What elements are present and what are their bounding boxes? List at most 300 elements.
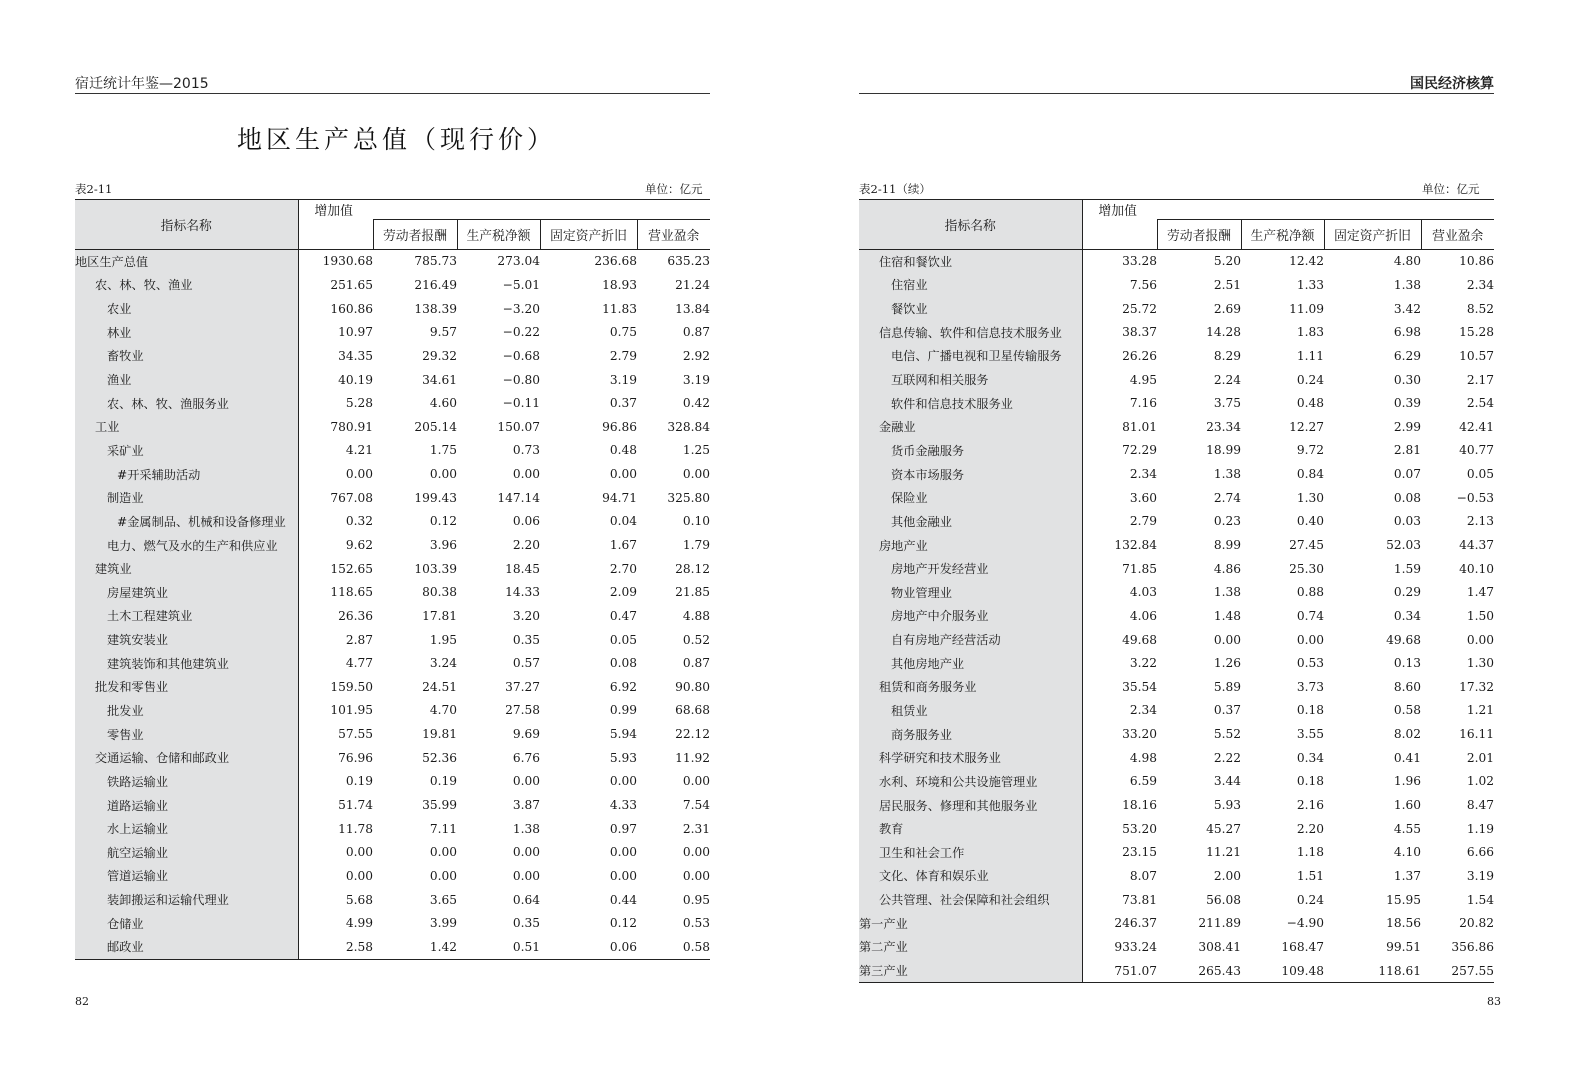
cell-net-production-tax: 9.69: [512, 727, 540, 742]
header-net-production-tax: 生产税净额: [457, 219, 540, 249]
table-row: [859, 510, 1494, 534]
cell-depreciation: 6.92: [609, 679, 637, 694]
cell-operating-surplus: 2.92: [682, 348, 710, 363]
cell-labor-compensation: 2.51: [1213, 277, 1241, 292]
cell-operating-surplus: 1.50: [1466, 608, 1494, 623]
cell-added-value: 3.22: [1129, 656, 1157, 671]
table-row: [859, 675, 1494, 699]
cell-labor-compensation: 5.93: [1213, 798, 1241, 813]
row-indicator-name: 住宿和餐饮业: [859, 249, 1082, 273]
cell-net-production-tax: 1.83: [1296, 325, 1324, 340]
cell-operating-surplus: 4.88: [682, 608, 710, 623]
table-row: [859, 273, 1494, 297]
cell-added-value: 71.85: [1122, 561, 1157, 576]
cell-added-value: 767.08: [330, 490, 373, 505]
cell-net-production-tax: 9.72: [1296, 443, 1324, 458]
cell-depreciation: 0.00: [609, 845, 637, 860]
cell-labor-compensation: 9.57: [429, 325, 457, 340]
cell-operating-surplus: 1.02: [1466, 774, 1494, 789]
cell-operating-surplus: 21.24: [675, 277, 710, 292]
cell-depreciation: 0.41: [1393, 750, 1421, 765]
cell-net-production-tax: 18.45: [505, 561, 540, 576]
cell-net-production-tax: 0.06: [512, 514, 540, 529]
cell-net-production-tax: 0.00: [512, 467, 540, 482]
cell-operating-surplus: 257.55: [1421, 959, 1494, 983]
table-row: [75, 249, 710, 273]
cell-net-production-tax: −4.90: [1286, 916, 1324, 931]
row-indicator-name: 批发和零售业: [75, 675, 298, 699]
cell-added-value: 26.26: [1122, 348, 1157, 363]
cell-depreciation: 96.86: [602, 419, 637, 434]
row-indicator-name: 工业: [75, 415, 298, 439]
cell-net-production-tax: 0.18: [1296, 703, 1324, 718]
row-indicator-name: 房地产开发经营业: [859, 557, 1082, 581]
cell-added-value: 2.87: [345, 632, 373, 647]
header-labor-compensation: 劳动者报酬: [373, 219, 457, 249]
cell-operating-surplus: 42.41: [1459, 419, 1494, 434]
cell-net-production-tax: 3.55: [1296, 727, 1324, 742]
row-indicator-name: 保险业: [859, 486, 1082, 510]
cell-depreciation: 8.60: [1393, 679, 1421, 694]
unit-label-left: 单位：亿元: [645, 182, 703, 196]
row-indicator-name: 建筑安装业: [75, 628, 298, 652]
cell-net-production-tax: 0.74: [1296, 608, 1324, 623]
cell-added-value: 33.28: [1122, 254, 1157, 269]
row-indicator-name: 餐饮业: [859, 297, 1082, 321]
table-row: [859, 439, 1494, 463]
cell-net-production-tax: 0.88: [1296, 585, 1324, 600]
table-row: [859, 297, 1494, 321]
row-indicator-name: 邮政业: [75, 935, 298, 959]
cell-labor-compensation: 0.12: [429, 514, 457, 529]
row-indicator-name: 渔业: [75, 368, 298, 392]
cell-added-value: 152.65: [330, 561, 373, 576]
table-row: [75, 344, 710, 368]
cell-added-value: 751.07: [1082, 959, 1157, 983]
cell-depreciation: 0.47: [609, 608, 637, 623]
cell-labor-compensation: 5.52: [1213, 727, 1241, 742]
cell-labor-compensation: 211.89: [1198, 916, 1241, 931]
cell-labor-compensation: 0.19: [429, 774, 457, 789]
cell-depreciation: 2.99: [1393, 419, 1421, 434]
cell-depreciation: 236.68: [594, 254, 637, 269]
cell-added-value: 35.54: [1122, 679, 1157, 694]
cell-labor-compensation: 35.99: [422, 798, 457, 813]
row-indicator-name: 软件和信息技术服务业: [859, 391, 1082, 415]
table-label-right: 表2-11（续）: [859, 182, 931, 196]
left-page: [0, 0, 793, 1077]
header-operating-surplus: 营业盈余: [637, 219, 710, 249]
row-indicator-name: 农、林、牧、渔业: [75, 273, 298, 297]
cell-labor-compensation: 1.38: [1213, 585, 1241, 600]
cell-net-production-tax: −3.20: [502, 301, 540, 316]
cell-depreciation: 0.29: [1393, 585, 1421, 600]
cell-net-production-tax: 37.27: [505, 679, 540, 694]
cell-added-value: 40.19: [338, 372, 373, 387]
row-indicator-name: 教育: [859, 817, 1082, 841]
cell-net-production-tax: 0.24: [1296, 892, 1324, 907]
cell-depreciation: 11.83: [602, 301, 637, 316]
cell-labor-compensation: 4.86: [1213, 561, 1241, 576]
table-row: [75, 297, 710, 321]
cell-depreciation: 0.75: [609, 325, 637, 340]
cell-depreciation: 0.39: [1393, 396, 1421, 411]
cell-net-production-tax: 0.64: [512, 892, 540, 907]
unit-label-right: 单位：亿元: [1422, 182, 1480, 196]
cell-depreciation: 4.55: [1393, 821, 1421, 836]
cell-added-value: 49.68: [1122, 632, 1157, 647]
cell-depreciation: 8.02: [1393, 727, 1421, 742]
table-body-right: [859, 249, 1494, 983]
cell-added-value: 4.77: [345, 656, 373, 671]
table-row: [75, 391, 710, 415]
row-indicator-name: 货币金融服务: [859, 439, 1082, 463]
cell-operating-surplus: 68.68: [675, 703, 710, 718]
cell-labor-compensation: 1.75: [429, 443, 457, 458]
cell-labor-compensation: 2.22: [1213, 750, 1241, 765]
cell-net-production-tax: 0.00: [512, 845, 540, 860]
cell-labor-compensation: 216.49: [414, 277, 457, 292]
cell-labor-compensation: 2.24: [1213, 372, 1241, 387]
table-row: [75, 486, 710, 510]
table-row: [859, 533, 1494, 557]
cell-net-production-tax: 2.20: [512, 538, 540, 552]
cell-operating-surplus: 22.12: [675, 727, 710, 742]
cell-labor-compensation: 8.29: [1213, 348, 1241, 363]
cell-net-production-tax: 2.20: [1296, 821, 1324, 836]
table-row: [859, 722, 1494, 746]
cell-operating-surplus: 0.87: [682, 325, 710, 340]
cell-labor-compensation: 0.00: [429, 845, 457, 860]
cell-depreciation: 0.48: [609, 443, 637, 458]
cell-net-production-tax: 3.20: [512, 608, 540, 623]
header-labor-compensation: 劳动者报酬: [1157, 219, 1241, 249]
table-label-left: 表2-11: [75, 182, 113, 196]
row-indicator-name: 建筑业: [75, 557, 298, 581]
cell-depreciation: 0.12: [609, 916, 637, 931]
cell-operating-surplus: 44.37: [1459, 538, 1494, 552]
cell-labor-compensation: 308.41: [1198, 939, 1241, 954]
header-indicator-name: 指标名称: [75, 200, 298, 250]
table-row: [75, 770, 710, 794]
cell-net-production-tax: 150.07: [497, 419, 540, 434]
cell-net-production-tax: 11.09: [1289, 301, 1324, 316]
cell-net-production-tax: 6.76: [512, 750, 540, 765]
cell-labor-compensation: 103.39: [414, 561, 457, 576]
cell-added-value: 2.79: [1129, 514, 1157, 529]
cell-operating-surplus: 328.84: [667, 419, 710, 434]
table-row: [75, 699, 710, 723]
cell-operating-surplus: 0.42: [682, 396, 710, 411]
table-row: [859, 486, 1494, 510]
table-row: [75, 793, 710, 817]
cell-added-value: 4.99: [345, 916, 373, 931]
cell-operating-surplus: 3.19: [682, 372, 710, 387]
cell-depreciation: 118.61: [1324, 959, 1421, 983]
cell-depreciation: 4.10: [1393, 845, 1421, 860]
cell-labor-compensation: 3.44: [1213, 774, 1241, 789]
cell-operating-surplus: 0.58: [637, 935, 710, 959]
cell-operating-surplus: 1.79: [682, 538, 710, 552]
cell-labor-compensation: 138.39: [414, 301, 457, 316]
cell-labor-compensation: 0.00: [429, 467, 457, 482]
cell-added-value: 7.56: [1129, 277, 1157, 292]
cell-operating-surplus: 17.32: [1459, 679, 1494, 694]
cell-depreciation: 0.00: [609, 774, 637, 789]
cell-labor-compensation: 1.38: [1213, 467, 1241, 482]
cell-labor-compensation: 4.60: [429, 396, 457, 411]
cell-operating-surplus: 11.92: [675, 750, 710, 765]
header-net-production-tax: 生产税净额: [1241, 219, 1324, 249]
cell-net-production-tax: 27.45: [1289, 538, 1324, 552]
row-indicator-name: 土木工程建筑业: [75, 604, 298, 628]
table-row: [859, 391, 1494, 415]
cell-net-production-tax: 25.30: [1289, 561, 1324, 576]
cell-operating-surplus: 0.53: [682, 916, 710, 931]
cell-depreciation: 52.03: [1386, 538, 1421, 552]
cell-labor-compensation: 205.14: [414, 419, 457, 434]
table-row: [75, 935, 710, 959]
table-row: [859, 344, 1494, 368]
cell-net-production-tax: 3.73: [1296, 679, 1324, 694]
cell-operating-surplus: 21.85: [675, 585, 710, 600]
row-indicator-name: 第一产业: [859, 911, 1082, 935]
cell-operating-surplus: 0.87: [682, 656, 710, 671]
cell-depreciation: 0.37: [609, 396, 637, 411]
cell-added-value: 10.97: [338, 325, 373, 340]
table-row: [859, 817, 1494, 841]
cell-depreciation: 6.29: [1393, 348, 1421, 363]
cell-added-value: 0.19: [345, 774, 373, 789]
cell-labor-compensation: 1.42: [373, 935, 457, 959]
table-row: [75, 415, 710, 439]
row-indicator-name: #开采辅助活动: [75, 462, 298, 486]
cell-operating-surplus: 1.47: [1466, 585, 1494, 600]
row-indicator-name: 农、林、牧、渔服务业: [75, 391, 298, 415]
cell-net-production-tax: 1.30: [1296, 490, 1324, 505]
cell-operating-surplus: 1.30: [1466, 656, 1494, 671]
cell-labor-compensation: 0.00: [1213, 632, 1241, 647]
row-indicator-name: 卫生和社会工作: [859, 841, 1082, 865]
cell-operating-surplus: 0.05: [1466, 467, 1494, 482]
page-title: 地区生产总值（现行价）: [237, 125, 557, 154]
cell-depreciation: 18.56: [1386, 916, 1421, 931]
cell-net-production-tax: −0.11: [502, 396, 540, 411]
cell-added-value: 159.50: [330, 679, 373, 694]
cell-net-production-tax: 0.00: [512, 774, 540, 789]
cell-operating-surplus: 2.34: [1466, 277, 1494, 292]
table-row: [75, 722, 710, 746]
header-rule-right: [859, 93, 1494, 94]
table-row: [859, 841, 1494, 865]
cell-operating-surplus: 10.86: [1459, 254, 1494, 269]
cell-operating-surplus: 1.54: [1466, 892, 1494, 907]
table-row: [859, 793, 1494, 817]
row-indicator-name: 资本市场服务: [859, 462, 1082, 486]
cell-depreciation: 0.44: [609, 892, 637, 907]
table-row: [75, 888, 710, 912]
cell-depreciation: 1.37: [1393, 868, 1421, 883]
cell-added-value: 9.62: [345, 538, 373, 552]
cell-depreciation: 0.58: [1393, 703, 1421, 718]
cell-labor-compensation: 3.65: [429, 892, 457, 907]
cell-labor-compensation: 2.00: [1213, 868, 1241, 883]
row-indicator-name: 装卸搬运和运输代理业: [75, 888, 298, 912]
cell-operating-surplus: 13.84: [675, 301, 710, 316]
cell-operating-surplus: 20.82: [1459, 916, 1494, 931]
header-added-value: 增加值: [1082, 200, 1157, 220]
cell-added-value: 26.36: [338, 608, 373, 623]
row-indicator-name: 房屋建筑业: [75, 580, 298, 604]
cell-labor-compensation: 8.99: [1213, 538, 1241, 552]
cell-labor-compensation: 0.23: [1213, 514, 1241, 529]
table-row: [75, 675, 710, 699]
cell-net-production-tax: 0.40: [1296, 514, 1324, 529]
cell-labor-compensation: 1.48: [1213, 608, 1241, 623]
cell-labor-compensation: 4.70: [429, 703, 457, 718]
table-row: [75, 817, 710, 841]
cell-added-value: 8.07: [1129, 868, 1157, 883]
row-indicator-name: 第二产业: [859, 935, 1082, 959]
table-row: [75, 320, 710, 344]
right-page: [793, 0, 1587, 1077]
row-indicator-name: 批发业: [75, 699, 298, 723]
cell-labor-compensation: 1.26: [1213, 656, 1241, 671]
row-indicator-name: 自有房地产经营活动: [859, 628, 1082, 652]
cell-labor-compensation: 3.24: [429, 656, 457, 671]
cell-added-value: 5.68: [345, 892, 373, 907]
cell-labor-compensation: 2.74: [1213, 490, 1241, 505]
cell-depreciation: 0.08: [609, 656, 637, 671]
table-row: [859, 580, 1494, 604]
cell-net-production-tax: −0.80: [502, 372, 540, 387]
table-row: [75, 841, 710, 865]
cell-added-value: 25.72: [1122, 301, 1157, 316]
cell-operating-surplus: 356.86: [1451, 939, 1494, 954]
row-indicator-name: 管道运输业: [75, 864, 298, 888]
cell-added-value: 72.29: [1122, 443, 1157, 458]
cell-operating-surplus: 8.47: [1466, 798, 1494, 813]
cell-depreciation: 15.95: [1386, 892, 1421, 907]
cell-depreciation: 5.94: [609, 727, 637, 742]
cell-net-production-tax: 147.14: [497, 490, 540, 505]
table-row: [75, 580, 710, 604]
row-indicator-name: 房地产业: [859, 533, 1082, 557]
cell-labor-compensation: 7.11: [429, 821, 457, 836]
page-number-right: 83: [1487, 995, 1501, 1008]
row-indicator-name: 采矿业: [75, 439, 298, 463]
row-indicator-name: 其他房地产业: [859, 651, 1082, 675]
header-rule-left: [75, 93, 710, 94]
cell-added-value: 57.55: [338, 727, 373, 742]
row-indicator-name: 第三产业: [859, 959, 1082, 983]
table-row: [75, 651, 710, 675]
cell-operating-surplus: 1.25: [682, 443, 710, 458]
cell-depreciation: 3.19: [609, 372, 637, 387]
cell-added-value: 101.95: [330, 703, 373, 718]
cell-depreciation: 0.34: [1393, 608, 1421, 623]
cell-net-production-tax: 12.42: [1289, 254, 1324, 269]
table-row: [75, 628, 710, 652]
cell-net-production-tax: 14.33: [505, 585, 540, 600]
table-row: [859, 557, 1494, 581]
row-indicator-name: 物业管理业: [859, 580, 1082, 604]
cell-net-production-tax: 1.38: [512, 821, 540, 836]
cell-added-value: 33.20: [1122, 727, 1157, 742]
cell-added-value: 2.34: [1129, 703, 1157, 718]
cell-operating-surplus: 28.12: [675, 561, 710, 576]
row-indicator-name: 电信、广播电视和卫星传输服务: [859, 344, 1082, 368]
cell-added-value: 2.58: [298, 935, 373, 959]
cell-added-value: 0.00: [345, 845, 373, 860]
cell-net-production-tax: 0.34: [1296, 750, 1324, 765]
cell-net-production-tax: 12.27: [1289, 419, 1324, 434]
cell-depreciation: 0.06: [540, 935, 637, 959]
table-row: [75, 273, 710, 297]
row-indicator-name: 公共管理、社会保障和社会组织: [859, 888, 1082, 912]
table-row: [859, 320, 1494, 344]
cell-operating-surplus: 635.23: [667, 254, 710, 269]
running-head-right: 国民经济核算: [1410, 76, 1494, 92]
cell-depreciation: 0.08: [1393, 490, 1421, 505]
cell-net-production-tax: 1.33: [1296, 277, 1324, 292]
cell-operating-surplus: 6.66: [1466, 845, 1494, 860]
cell-operating-surplus: 2.54: [1466, 396, 1494, 411]
cell-labor-compensation: 18.99: [1206, 443, 1241, 458]
cell-added-value: 7.16: [1129, 396, 1157, 411]
cell-depreciation: 1.38: [1393, 277, 1421, 292]
cell-depreciation: 18.93: [602, 277, 637, 292]
row-indicator-name: 零售业: [75, 722, 298, 746]
cell-operating-surplus: 1.19: [1466, 821, 1494, 836]
cell-operating-surplus: 0.00: [1466, 632, 1494, 647]
table-row: [859, 888, 1494, 912]
cell-added-value: 5.28: [345, 396, 373, 411]
cell-labor-compensation: 785.73: [414, 254, 457, 269]
row-indicator-name: 道路运输业: [75, 793, 298, 817]
cell-added-value: 18.16: [1122, 798, 1157, 813]
cell-added-value: 118.65: [330, 585, 373, 600]
cell-net-production-tax: 0.18: [1296, 774, 1324, 789]
row-indicator-name: 铁路运输业: [75, 770, 298, 794]
cell-labor-compensation: 52.36: [422, 750, 457, 765]
cell-operating-surplus: 7.54: [682, 798, 710, 813]
cell-added-value: 76.96: [338, 750, 373, 765]
table-row: [859, 959, 1494, 983]
cell-added-value: 2.34: [1129, 467, 1157, 482]
cell-added-value: 4.03: [1129, 585, 1157, 600]
table-row: [75, 557, 710, 581]
cell-depreciation: 5.93: [609, 750, 637, 765]
gdp-table-right: [859, 199, 1494, 983]
cell-depreciation: 0.30: [1393, 372, 1421, 387]
cell-added-value: 34.35: [338, 348, 373, 363]
table-row: [859, 651, 1494, 675]
row-indicator-name: 互联网和相关服务: [859, 368, 1082, 392]
cell-depreciation: 99.51: [1386, 939, 1421, 954]
cell-net-production-tax: 1.11: [1296, 348, 1324, 363]
cell-added-value: 246.37: [1114, 916, 1157, 931]
cell-operating-surplus: 0.00: [682, 868, 710, 883]
cell-labor-compensation: 0.00: [429, 868, 457, 883]
table-row: [75, 864, 710, 888]
cell-added-value: 3.60: [1129, 490, 1157, 505]
row-indicator-name: 地区生产总值: [75, 249, 298, 273]
cell-labor-compensation: 24.51: [422, 679, 457, 694]
cell-labor-compensation: 14.28: [1206, 325, 1241, 340]
row-indicator-name: 租赁和商务服务业: [859, 675, 1082, 699]
table-row: [75, 510, 710, 534]
